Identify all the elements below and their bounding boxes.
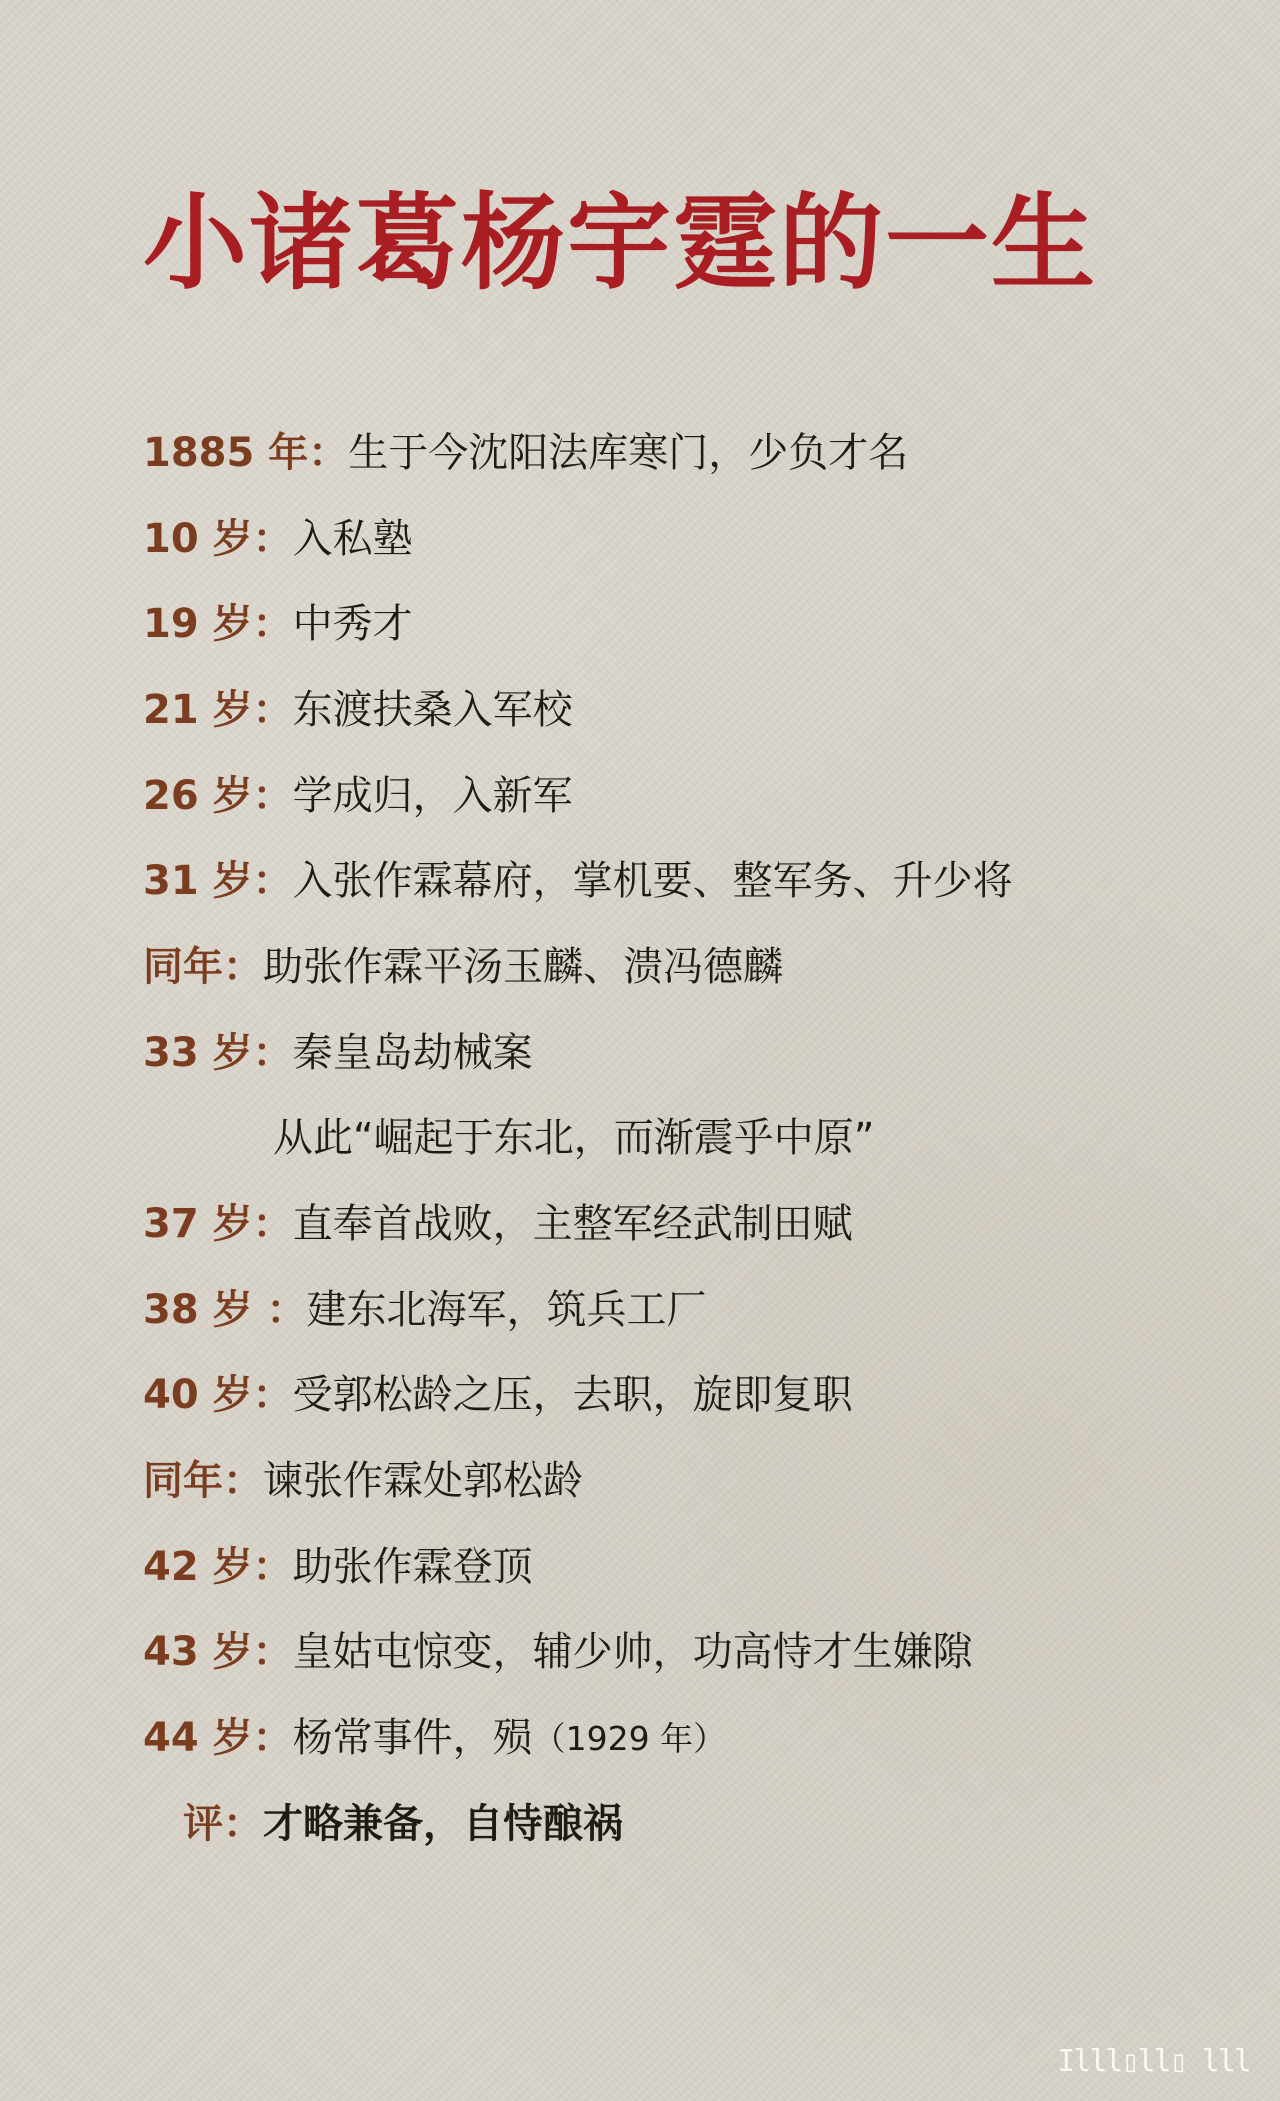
entry-text: 建东北海军，筑兵工厂 [306,1286,707,1333]
entry-text: 杨常事件，殒 [292,1715,533,1762]
page-title: 小诸葛杨宇霆的一生 [143,182,1098,304]
timeline-entry [143,1010,1143,1096]
entry-text: 秦皇岛劫械案 [292,1029,533,1076]
entry-text: 助张作霖平汤玉麟、溃冯德麟 [263,943,783,990]
entry-text: 受郭松龄之压，去职，旋即复职 [292,1372,853,1419]
watermark: Illl▯ll▯ lll [1057,2044,1250,2079]
verdict-text: 才略兼备，自恃酿祸 [263,1800,623,1847]
verdict-label: 评： [183,1800,263,1847]
entry-text: 助张作霖登顶 [292,1543,533,1590]
entry-text: 入张作霖幕府，掌机要、整军务、升少将 [292,858,1013,905]
entry-text: 生于今沈阳法库寒门，少负才名 [348,429,909,476]
timeline-entry [143,496,1143,582]
entry-label: 26 岁： [143,772,293,819]
entry-text: 直奉首战败，主整军经武制田赋 [292,1201,853,1248]
entry-label: 同年： [143,943,263,990]
timeline-entry [143,1438,1143,1524]
entry-text: 学成归，入新军 [292,772,573,819]
entry-label: 同年： [143,1458,263,1505]
timeline-entry [143,1181,1143,1267]
timeline-entry [143,581,1143,667]
entry-text: 从此“崛起于东北，而渐震乎中原” [273,1115,875,1162]
timeline-entry [143,924,1143,1010]
timeline-entry [143,1267,1143,1353]
entry-text: 皇姑屯惊变，辅少帅，功高恃才生嫌隙 [292,1629,973,1676]
entry-label: 33 岁： [143,1029,293,1076]
timeline-entry [143,410,1143,496]
timeline-entry [143,1353,1143,1439]
entry-label: 43 岁： [143,1629,293,1676]
timeline-entry [143,667,1143,753]
entry-label: 37 岁： [143,1201,293,1248]
timeline-entry [143,1524,1143,1610]
entry-text: 谏张作霖处郭松龄 [263,1458,583,1505]
entry-label: 38 岁 ： [143,1286,307,1333]
timeline-entry-continuation [143,1096,1143,1182]
timeline-entry [143,1610,1143,1696]
entry-label: 40 岁： [143,1372,293,1419]
timeline-entry [143,838,1143,924]
entry-label: 19 岁： [143,601,293,648]
timeline-entry [143,753,1143,839]
timeline-entry [143,1695,1143,1781]
entry-text: 中秀才 [292,601,413,648]
entry-text: 入私塾 [292,515,413,562]
timeline-list [143,410,1143,1867]
entry-label: 1885 年： [143,429,349,476]
entry-label: 21 岁： [143,686,293,733]
entry-label: 10 岁： [143,515,293,562]
entry-label: 42 岁： [143,1543,293,1590]
verdict-entry [143,1781,1143,1867]
entry-text: 东渡扶桑入军校 [292,686,573,733]
entry-label: 31 岁： [143,858,293,905]
entry-label: 44 岁： [143,1715,293,1762]
entry-note: （1929 年） [532,1718,727,1758]
